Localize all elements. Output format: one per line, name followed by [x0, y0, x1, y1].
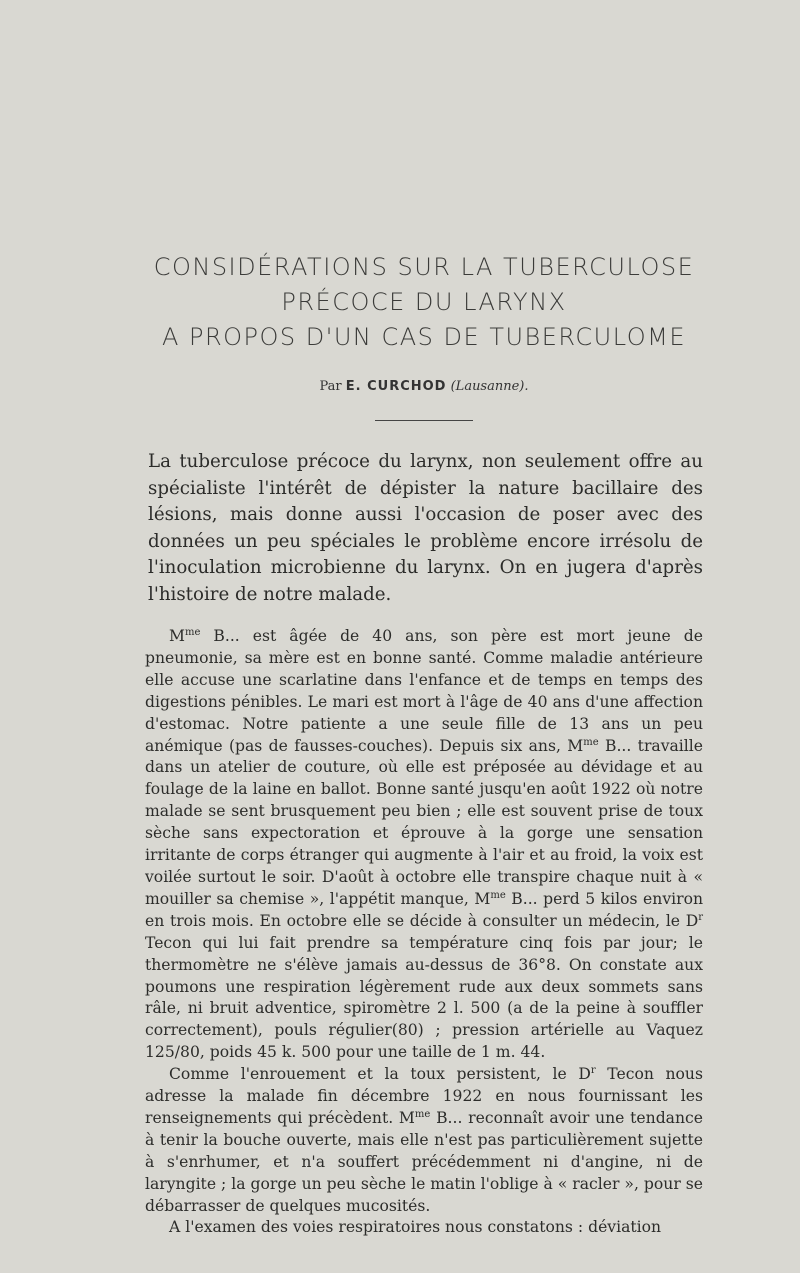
intro-text: La tuberculose précoce du larynx, non seulement offre au spécialiste l'intérêt de dépister la nature bacillaire des lésions, mais donne aussi l'occasion de poser avec des données un peu spéciales le problème encore irrésolu de l'inoculation microbienne du larynx. On en jugera d'après l'histoire de notre malade. [148, 451, 703, 605]
byline-place: (Lausanne). [450, 379, 529, 394]
p1-segment: B... est âgée de 40 ans, son père est mort jeune de pneumonie, sa mère est en bonne santé. Comme maladie antérieure elle accuse une scarlatine dans l'enfance et de temps en temps des digestions pénibles. Le mari est mort à l'âge de 40 ans d'une affection d'estomac. Notre patiente a une seule fille de 13 ans un peu anémique (pas de fausses-couches). Depuis six ans, M [145, 627, 703, 755]
p2-superscript: r [590, 1064, 596, 1076]
p1-superscript: me [184, 626, 201, 638]
p1-segment: M [169, 627, 185, 645]
title-line-3: A PROPOS D'UN CAS DE TUBERCULOME [161, 323, 687, 351]
p1-superscript: r [698, 911, 703, 923]
byline [145, 379, 703, 394]
p1-segment: Tecon qui lui fait prendre sa température cinq fois par jour; le thermomètre ne s'élève jamais au-dessus de 36°8. On constate aux poumons une respiration légèrement rude aux deux sommets sans râle, ni bruit adventice, spiromètre 2 l. 500 (a de la peine à souffler correctement), pouls régulier(80) ; pression artérielle au Vaquez 125/80, poids 45 k. 500 pour une taille de 1 m. 44. [145, 933, 703, 1062]
p1-segment: B... perd 5 kilos environ en trois mois. En octobre elle se décide à consulter un médecin, le D [145, 889, 704, 930]
title-divider [375, 420, 473, 421]
p1-segment: B... travaille dans un atelier de couture, où elle est préposée au dévidage et au foulage de la laine en ballot. Bonne santé jusqu'en août 1922 où notre malade se sent brusquement peu bien ; elle est souvent prise de toux sèche sans expectoration et éprouve à la gorge une sensation irritante de corps étranger qui augmente à l'air et au froid, la voix est voilée surtout le soir. D'août à octobre elle transpire chaque nuit à « mouiller sa chemise », l'appétit manque, M [145, 736, 703, 908]
byline-author: E. CURCHOD [345, 379, 447, 394]
byline-prefix: Par [319, 379, 342, 394]
p2-superscript: me [414, 1108, 431, 1120]
body-text [145, 626, 703, 1239]
p2-segment: Tecon nous adresse la malade fin décembre 1922 en nous fournissant les renseignements qui précèdent. M [145, 1065, 703, 1127]
title-line-1: CONSIDÉRATIONS SUR LA TUBERCULOSE [153, 253, 695, 281]
title-line-2: PRÉCOCE DU LARYNX [281, 288, 567, 316]
p1-superscript: me [583, 736, 599, 748]
paragraph-3: A l'examen des voies respiratoires nous constatons : déviation [169, 1218, 662, 1237]
article-title [145, 250, 703, 355]
paragraph-1 [145, 626, 703, 1064]
paragraph-2 [145, 1064, 703, 1217]
intro-paragraph [148, 449, 703, 608]
p2-segment: B... reconnaît avoir une tendance à tenir la bouche ouverte, mais elle n'est pas particulièrement sujette à s'enrhumer, et n'a souffert précédemment ni d'angine, ni de laryngite ; la gorge un peu sèche le matin l'oblige à « racler », pour se débarrasser de quelques mucosités. [145, 1108, 703, 1215]
p1-superscript: me [490, 889, 506, 901]
p2-segment: Comme l'enrouement et la toux persistent, le D [169, 1065, 591, 1084]
